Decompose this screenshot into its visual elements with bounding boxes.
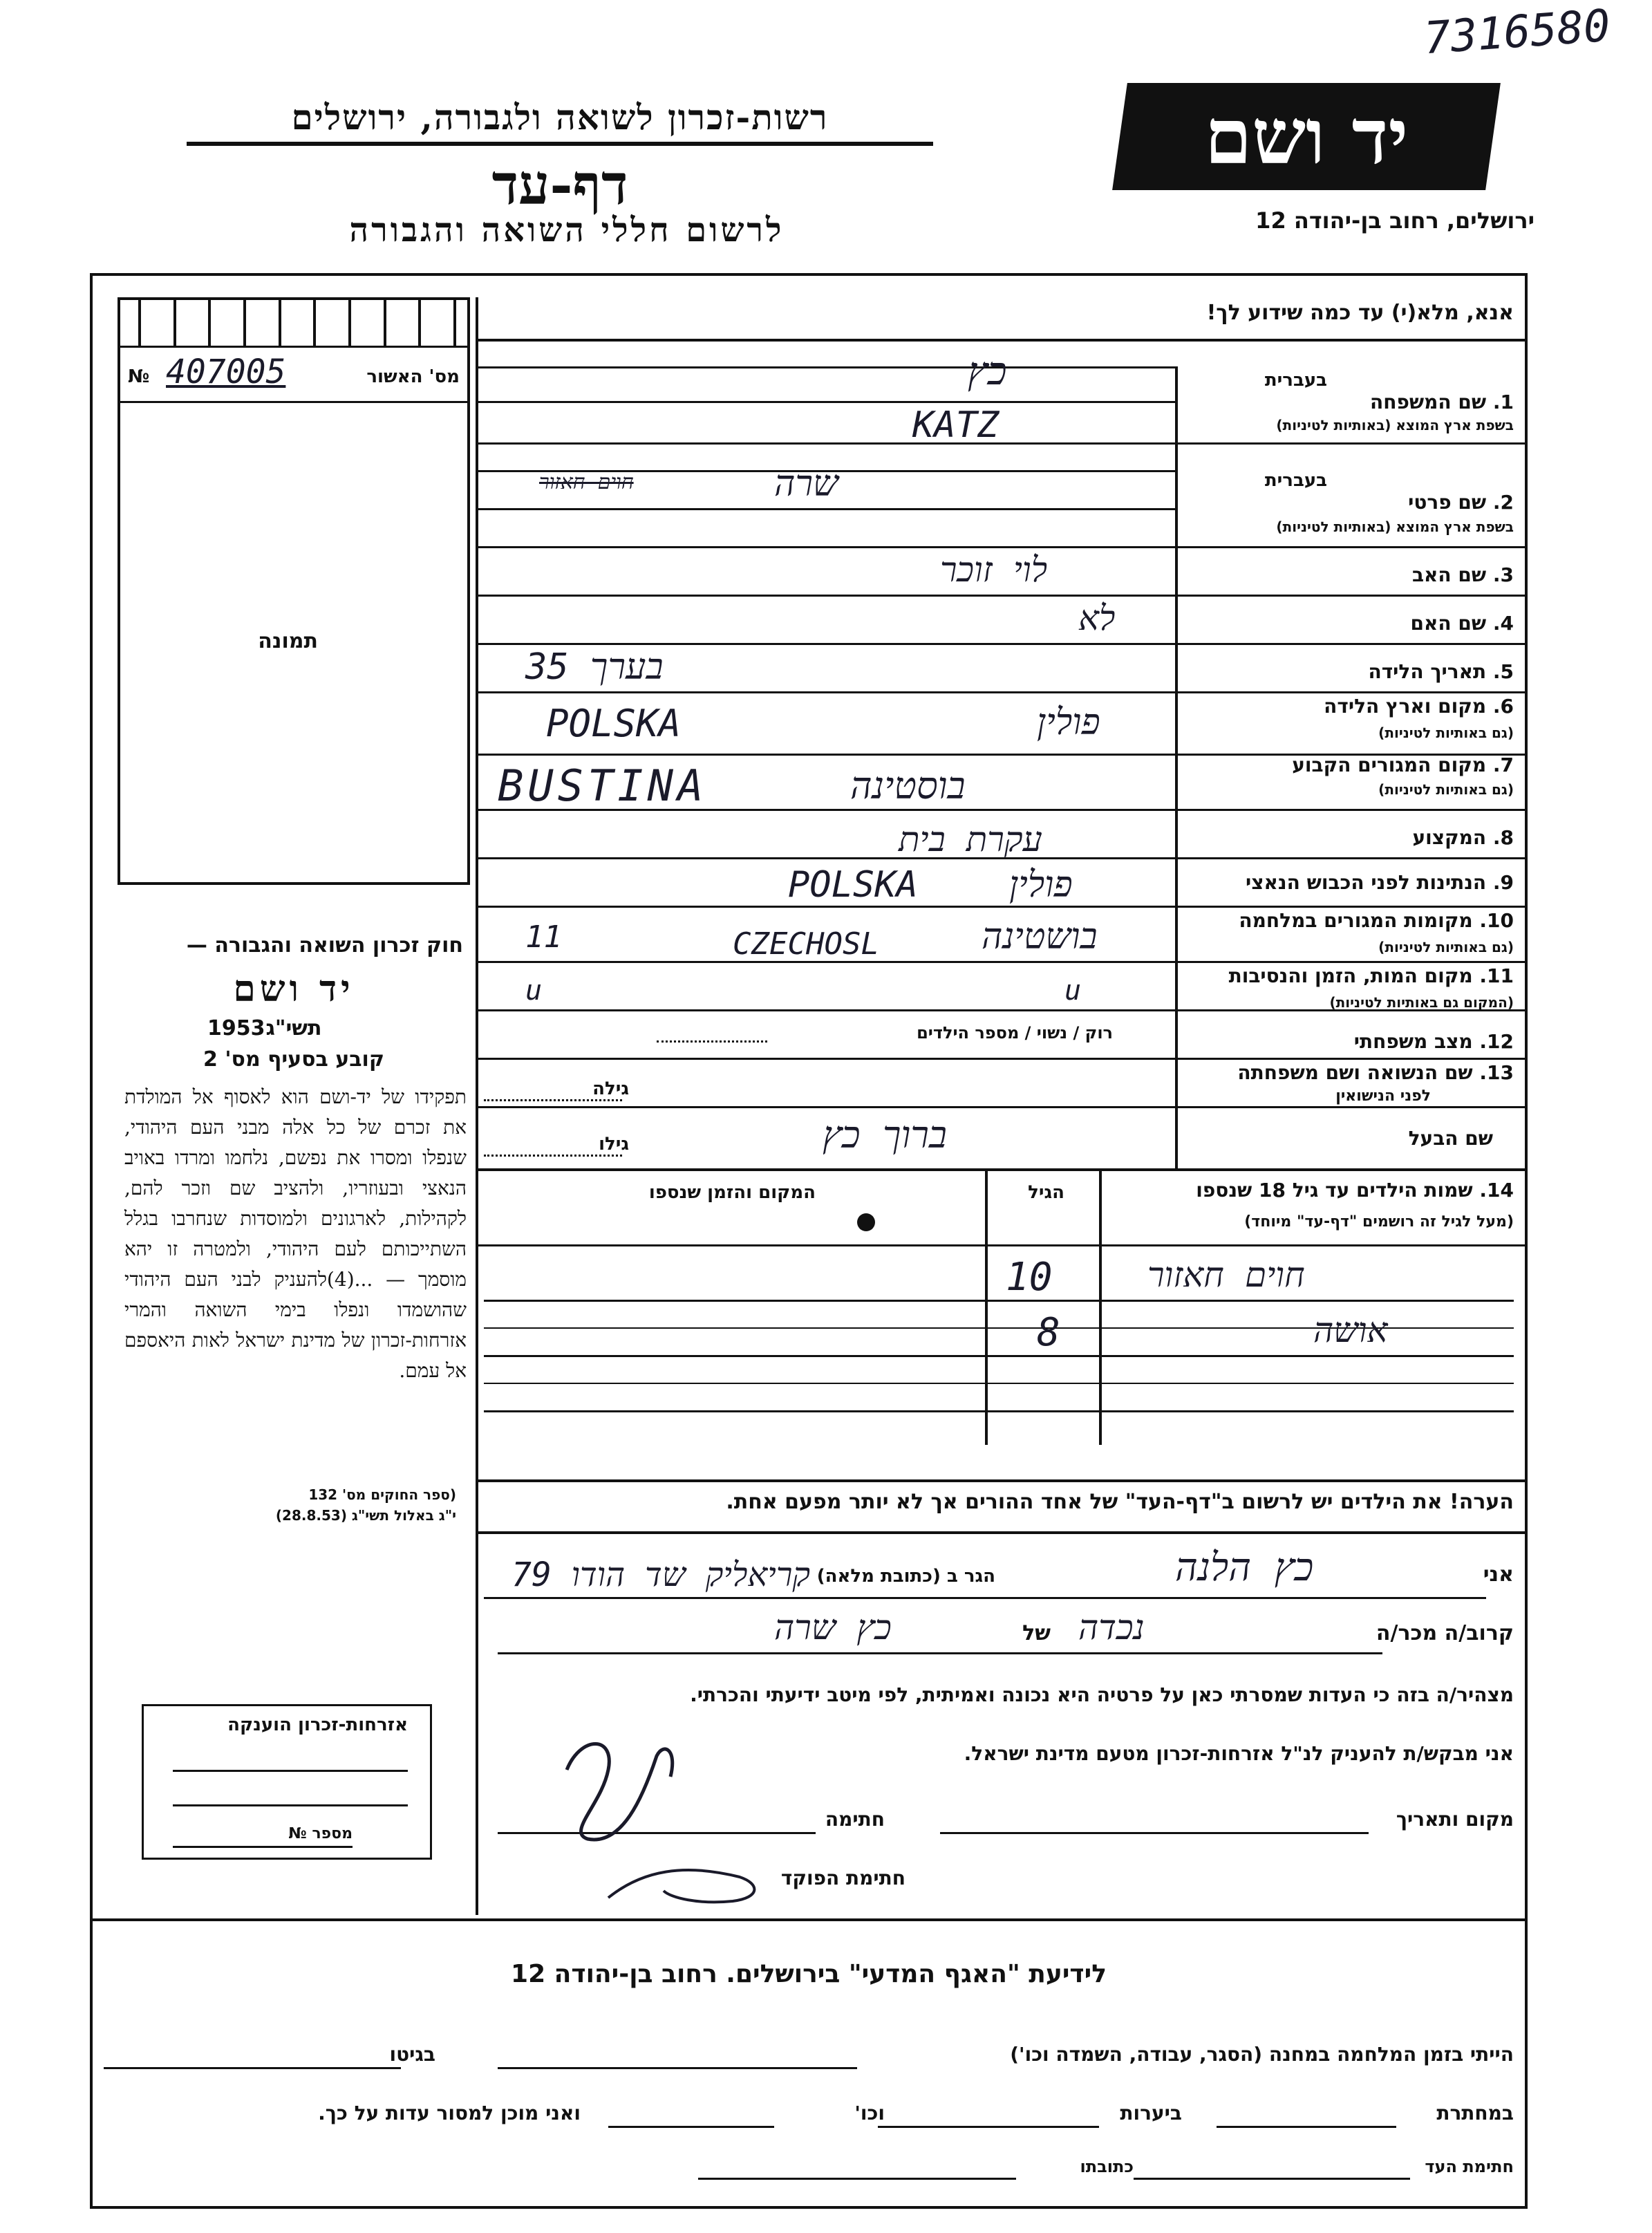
law-heading: חוק זכרון השואה והגבורה — <box>186 933 463 957</box>
field3-label: 3. שם האב <box>1411 563 1514 586</box>
field2-sub: בשפת ארץ המוצא (באותיות לטיניות) <box>1276 518 1514 535</box>
field9-value-he[interactable]: פולין <box>1009 864 1073 906</box>
law-body: תפקידו של יד-ושם הוא לאסוף אל המולדת את זכרם של כל אלה מבני העם היהודי, שנפלו ומסרו את נפשם, נלחמו ומרדו באויב הנאצי ובעוזריו, ולהציב שם וזכר להם, לקהילות, לארגונים ולמוסדות שנחרבו בגלל השתייכותם לעם היהודי, ולמטרה זו יהא מוסמך — ...(4)להעניק לבני העם היהודי שהושמדו ונפלו בימי השואה והמרי אזרחות-זכרון של מדינת ישראל לאות היאספם אל עמם. <box>124 1085 467 1382</box>
declarant-relation-value[interactable]: נכדה <box>1078 1607 1145 1647</box>
field13-sub: לפני הנישואין <box>1335 1087 1431 1105</box>
law-clause: קובע בסעיף מס' 2 <box>203 1047 384 1072</box>
approval-ticks <box>138 297 456 346</box>
authority-line: רשות-זכרון לשואה ולגבורה, ירושלים <box>187 97 933 146</box>
photo-label: תמונה <box>258 629 318 653</box>
footer-line2-a: במחתרת <box>1436 2102 1514 2124</box>
field2-hebrew-tag: בעברית <box>1264 470 1327 491</box>
law-gazette-2: י"ג באלול תשי"ג (28.8.53) <box>275 1507 456 1524</box>
field10-sub: (גם באותיות לטיניות) <box>1378 939 1514 955</box>
field7-value-lat[interactable]: BUSTINA <box>498 760 708 811</box>
husband-label: שם הבעל <box>1408 1127 1493 1150</box>
footer-line3-b: כתובתו <box>1080 2157 1134 2176</box>
field1-sub: בשפת ארץ המוצא (באותיות לטיניות) <box>1276 417 1514 433</box>
officer-label: חתימת הפוקד <box>780 1867 905 1889</box>
officer-signature <box>601 1856 781 1912</box>
field7-label: 7. מקום המגורים הקבוע <box>1292 754 1514 776</box>
field11-label: 11. מקום המות, הזמן והנסיבות <box>1228 964 1514 987</box>
yad-vashem-logo <box>1112 83 1501 190</box>
field11-sub: (המקום גם באותיות לטיניות) <box>1329 994 1514 1011</box>
field10-value-lat[interactable]: CZECHOSL <box>733 926 879 962</box>
husband-age-label: גילו <box>599 1134 629 1155</box>
field1-value-he[interactable]: כץ <box>968 349 1007 394</box>
field9-label: 9. הנתינות לפני הכבוש הנאצי <box>1246 871 1514 894</box>
child2-age[interactable]: 8 <box>1037 1310 1060 1355</box>
certificate-number-label: מספר № <box>288 1825 353 1842</box>
approval-no-sign: № <box>128 366 150 387</box>
husband-value[interactable]: ברוך כץ <box>823 1113 947 1157</box>
declarant-lives-value[interactable]: קריאליק שד הודו 79 <box>511 1555 811 1594</box>
field5-value[interactable]: בערך 35 <box>525 646 664 688</box>
field8-value[interactable]: עקרת בית <box>899 819 1042 859</box>
declarant-relation-label: קרוב/ה מכר/ה <box>1376 1621 1514 1645</box>
field6-value-he[interactable]: פולין <box>1037 702 1100 743</box>
field10-ditto: 11 <box>525 919 562 955</box>
footer-line1: הייתי בזמן המלחמה במחנה (הסגר, עבודה, השמדה וכו') <box>1010 2043 1514 2066</box>
field1-label: 1. שם המשפחה <box>1370 391 1514 413</box>
footer-line2-end: ואני מוכן למסור עדות על כך. <box>318 2102 581 2124</box>
request-text: אני מבקש/ת להעניק לנ"ל אזרחות-זכרון מטעם מדינת ישראל. <box>964 1742 1514 1765</box>
field7-value-he[interactable]: בוסטינה <box>850 764 966 807</box>
children-sub: (מעל לגיל זה רושמים "דף-עד" מיוחד) <box>1244 1213 1514 1231</box>
declarant-lives-label: הגר ב (כתובת מלאה) <box>816 1566 995 1587</box>
field9-value-lat[interactable]: POLSKA <box>788 864 918 906</box>
field4-value[interactable]: לא <box>1078 598 1116 638</box>
field12-options[interactable]: רוק / נשוי / מספר הילדים <box>917 1023 1113 1043</box>
field13-age-label: גילה <box>592 1078 629 1099</box>
form-subtitle: לרשום חללי השואה והגבורה <box>349 211 785 250</box>
footer-line1-end: בגיטו <box>389 2043 435 2066</box>
approval-label: מס' האשור <box>366 366 460 387</box>
field8-label: 8. המקצוע <box>1412 826 1514 849</box>
footer-line2-b: ביערות <box>1120 2102 1182 2124</box>
field10-label: 10. מקומות המגורים במלחמה <box>1239 909 1514 932</box>
declarant-ani-label: אני <box>1483 1562 1514 1587</box>
header-address: ירושלים, רחוב בן-יהודה 12 <box>1255 207 1534 234</box>
declarant-of-label: של <box>1022 1621 1051 1645</box>
form-intro: אנא, מלא(י) עד כמה שידוע לך! <box>1206 301 1514 325</box>
children-col-age: הגיל <box>1028 1182 1064 1203</box>
field6-value-lat[interactable]: POLSKA <box>546 702 682 745</box>
law-year-he: תשי"ג <box>265 1016 322 1040</box>
field3-value[interactable]: לוי זוכר <box>940 550 1048 590</box>
note-text: הערה! את הילדים יש לרשום ב"דף-העד" של אחד ההורים אך לא יותר מפעם אחת. <box>726 1490 1514 1514</box>
field1-value-lat[interactable]: KATZ <box>912 404 999 446</box>
field2-value-he[interactable]: שרה <box>774 463 838 505</box>
children-col-place: המקום והזמן שנספו <box>648 1182 816 1203</box>
signature-label: חתימה <box>825 1808 885 1831</box>
law-org: יד ושם <box>233 968 355 1010</box>
declarant-signature <box>539 1715 691 1853</box>
field12-label: 12. מצב משפחתי <box>1353 1030 1514 1053</box>
law-gazette-1: (ספר החוקים מס' 132 <box>308 1486 456 1503</box>
declarant-of-value[interactable]: כץ שרה <box>774 1607 892 1647</box>
field10-value-he[interactable]: בושטינה <box>982 916 1098 957</box>
children-label: 14. שמות הילדים עד גיל 18 שנספו <box>1196 1179 1514 1202</box>
footer-heading: לידיעת "האגף המדעי" בירושלים. רחוב בן-יהודה 12 <box>511 1960 1107 1988</box>
field11-value-left[interactable]: u <box>525 975 543 1007</box>
field4-label: 4. שם האם <box>1410 612 1514 635</box>
declare-text: מצהיר/ה בזה כי העדות שמסרתי כאן על פרטיה היא נכונה ואמיתית, לפי מיטב ידיעתי והכרתי. <box>690 1683 1514 1706</box>
footer-line3-a: חתימת העד <box>1425 2157 1514 2176</box>
declarant-ani-value[interactable]: כץ הלנה <box>1175 1545 1314 1590</box>
field2-struck-value: חוים חאזור <box>539 470 634 494</box>
child2-name[interactable]: אושה <box>1313 1310 1388 1350</box>
field11-value-right[interactable]: u <box>1064 975 1082 1007</box>
field1-hebrew-tag: בעברית <box>1264 370 1327 391</box>
field6-sub: (גם באותיות לטיניות) <box>1378 725 1514 741</box>
child1-age[interactable]: 10 <box>1006 1255 1053 1300</box>
place-date-label: מקום ותאריך <box>1396 1808 1514 1831</box>
child1-name[interactable]: חוים חאזור <box>1147 1255 1305 1295</box>
field6-label: 6. מקום וארץ הלידה <box>1324 695 1514 718</box>
field7-sub: (גם באותיות לטיניות) <box>1378 781 1514 798</box>
form-title: דף-עד <box>491 152 628 217</box>
approval-value[interactable]: 407005 <box>166 353 286 391</box>
archive-number: 7316580 <box>1423 0 1613 65</box>
logo-text: יד ושם <box>1204 92 1409 181</box>
field13-label: 13. שם הנשואה ושם משפחתה <box>1237 1061 1514 1084</box>
hole-punch-dot <box>857 1213 875 1231</box>
footer-line2-c: וכו' <box>854 2102 885 2124</box>
field2-label: 2. שם פרטי <box>1408 491 1514 514</box>
certificate-title: אזרחות-זכרון הוענקה <box>227 1715 408 1735</box>
law-year: 1953 <box>207 1016 265 1040</box>
field5-label: 5. תאריך הלידה <box>1368 660 1514 683</box>
